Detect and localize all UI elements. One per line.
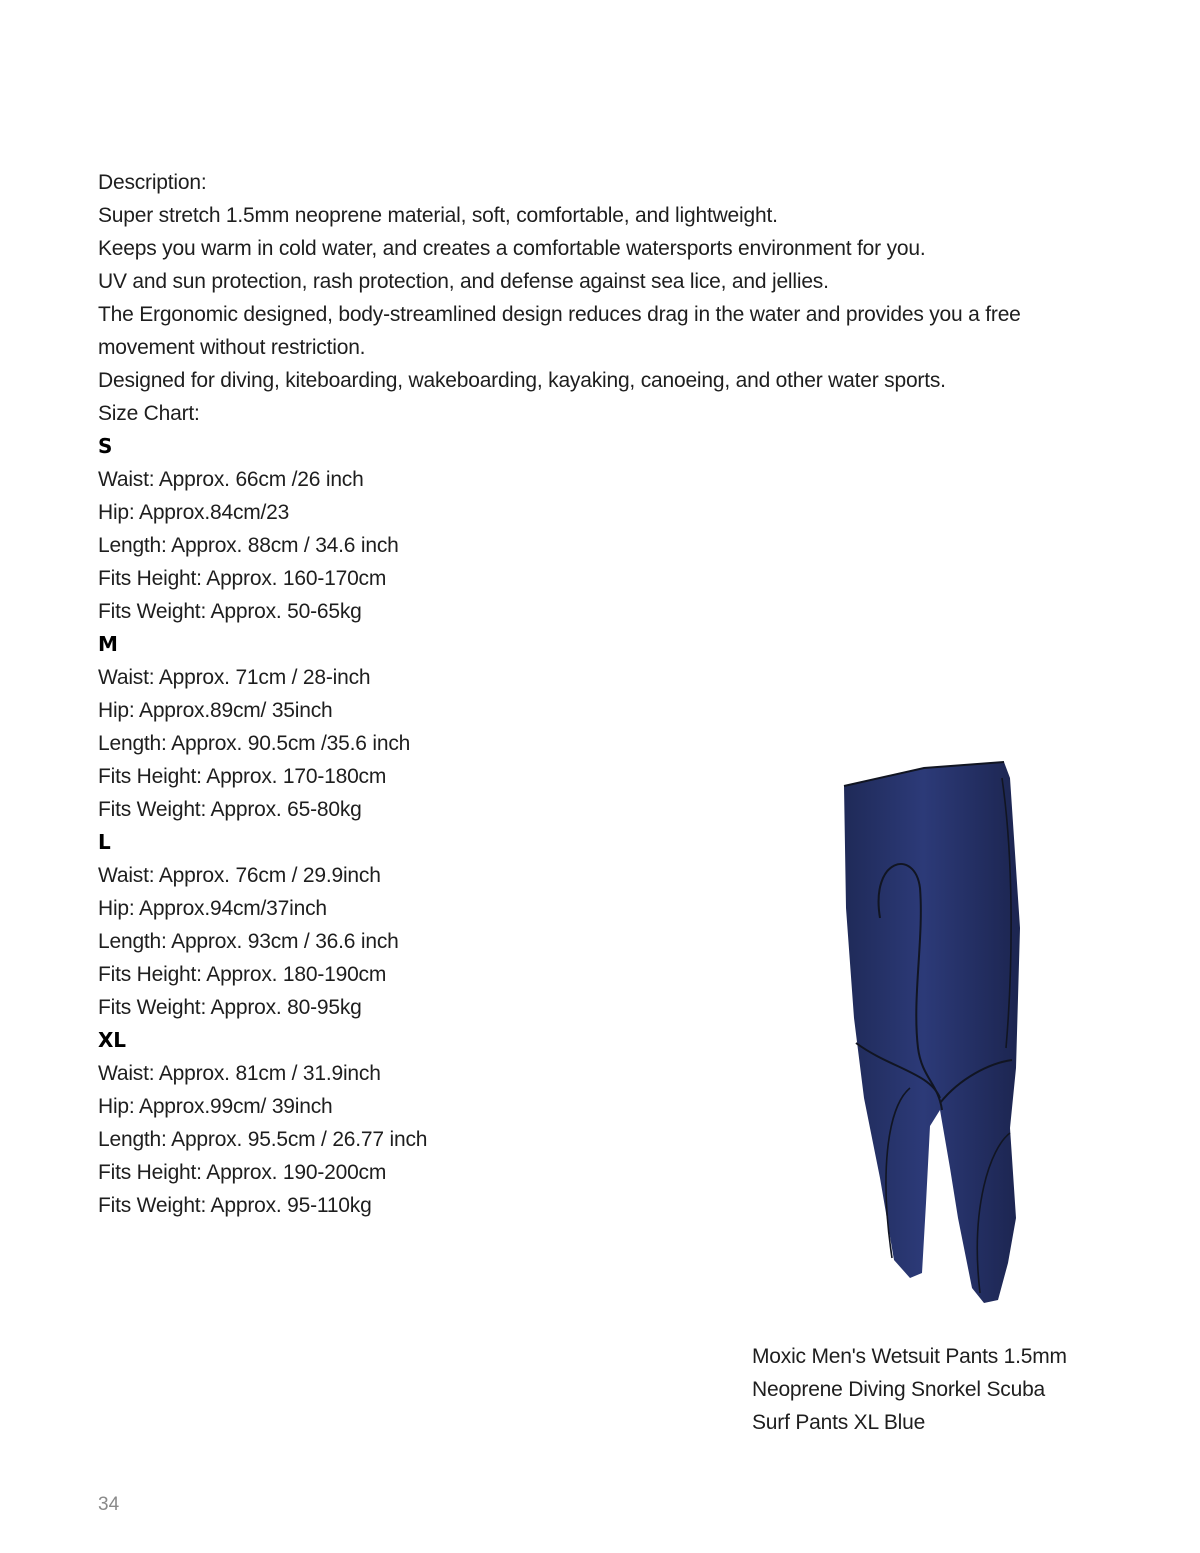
product-caption — [752, 1340, 1112, 1439]
size-spec-height: Fits Height: Approx. 170-180cm — [98, 765, 387, 788]
size-spec-hip: Hip: Approx.99cm/ 39inch — [98, 1095, 333, 1118]
caption-line: Neoprene Diving Snorkel Scuba — [752, 1378, 1046, 1401]
size-spec-length: Length: Approx. 88cm / 34.6 inch — [98, 534, 399, 557]
size-spec-length: Length: Approx. 90.5cm /35.6 inch — [98, 732, 411, 755]
size-spec-weight: Fits Weight: Approx. 95-110kg — [98, 1194, 372, 1217]
size-chart-heading: Size Chart: — [98, 402, 200, 425]
size-group-s — [98, 430, 1108, 628]
size-spec-weight: Fits Weight: Approx. 50-65kg — [98, 600, 362, 623]
size-label: XL — [98, 1028, 126, 1052]
size-label: S — [98, 434, 113, 458]
pants-body — [844, 762, 1020, 1303]
size-spec-hip: Hip: Approx.84cm/23 — [98, 501, 290, 524]
description-line: Designed for diving, kiteboarding, wakeboarding, kayaking, canoeing, and other water sports. — [98, 369, 946, 392]
size-spec-hip: Hip: Approx.89cm/ 35inch — [98, 699, 333, 722]
size-label: M — [98, 632, 118, 656]
caption-line: Moxic Men's Wetsuit Pants 1.5mm — [752, 1345, 1067, 1368]
size-spec-height: Fits Height: Approx. 160-170cm — [98, 567, 387, 590]
size-spec-length: Length: Approx. 93cm / 36.6 inch — [98, 930, 399, 953]
size-label: L — [98, 830, 111, 854]
size-spec-waist: Waist: Approx. 81cm / 31.9inch — [98, 1062, 381, 1085]
size-spec-hip: Hip: Approx.94cm/37inch — [98, 897, 327, 920]
size-spec-waist: Waist: Approx. 76cm / 29.9inch — [98, 864, 381, 887]
size-spec-weight: Fits Weight: Approx. 65-80kg — [98, 798, 362, 821]
size-spec-weight: Fits Weight: Approx. 80-95kg — [98, 996, 362, 1019]
description-line: UV and sun protection, rash protection, and defense against sea lice, and jellies. — [98, 270, 829, 293]
description-line: Super stretch 1.5mm neoprene material, soft, comfortable, and lightweight. — [98, 204, 778, 227]
wetsuit-pants-image — [820, 748, 1040, 1310]
size-spec-length: Length: Approx. 95.5cm / 26.77 inch — [98, 1128, 428, 1151]
size-spec-height: Fits Height: Approx. 190-200cm — [98, 1161, 387, 1184]
description-line: The Ergonomic designed, body-streamlined design reduces drag in the water and provides you a free movement without restriction. — [98, 303, 1021, 359]
page-number: 34 — [98, 1494, 120, 1515]
description-line: Keeps you warm in cold water, and creates a comfortable watersports environment for you. — [98, 237, 926, 260]
caption-line: Surf Pants XL Blue — [752, 1411, 926, 1434]
description-heading: Description: — [98, 171, 207, 194]
size-spec-waist: Waist: Approx. 71cm / 28-inch — [98, 666, 371, 689]
size-spec-height: Fits Height: Approx. 180-190cm — [98, 963, 387, 986]
size-spec-waist: Waist: Approx. 66cm /26 inch — [98, 468, 364, 491]
